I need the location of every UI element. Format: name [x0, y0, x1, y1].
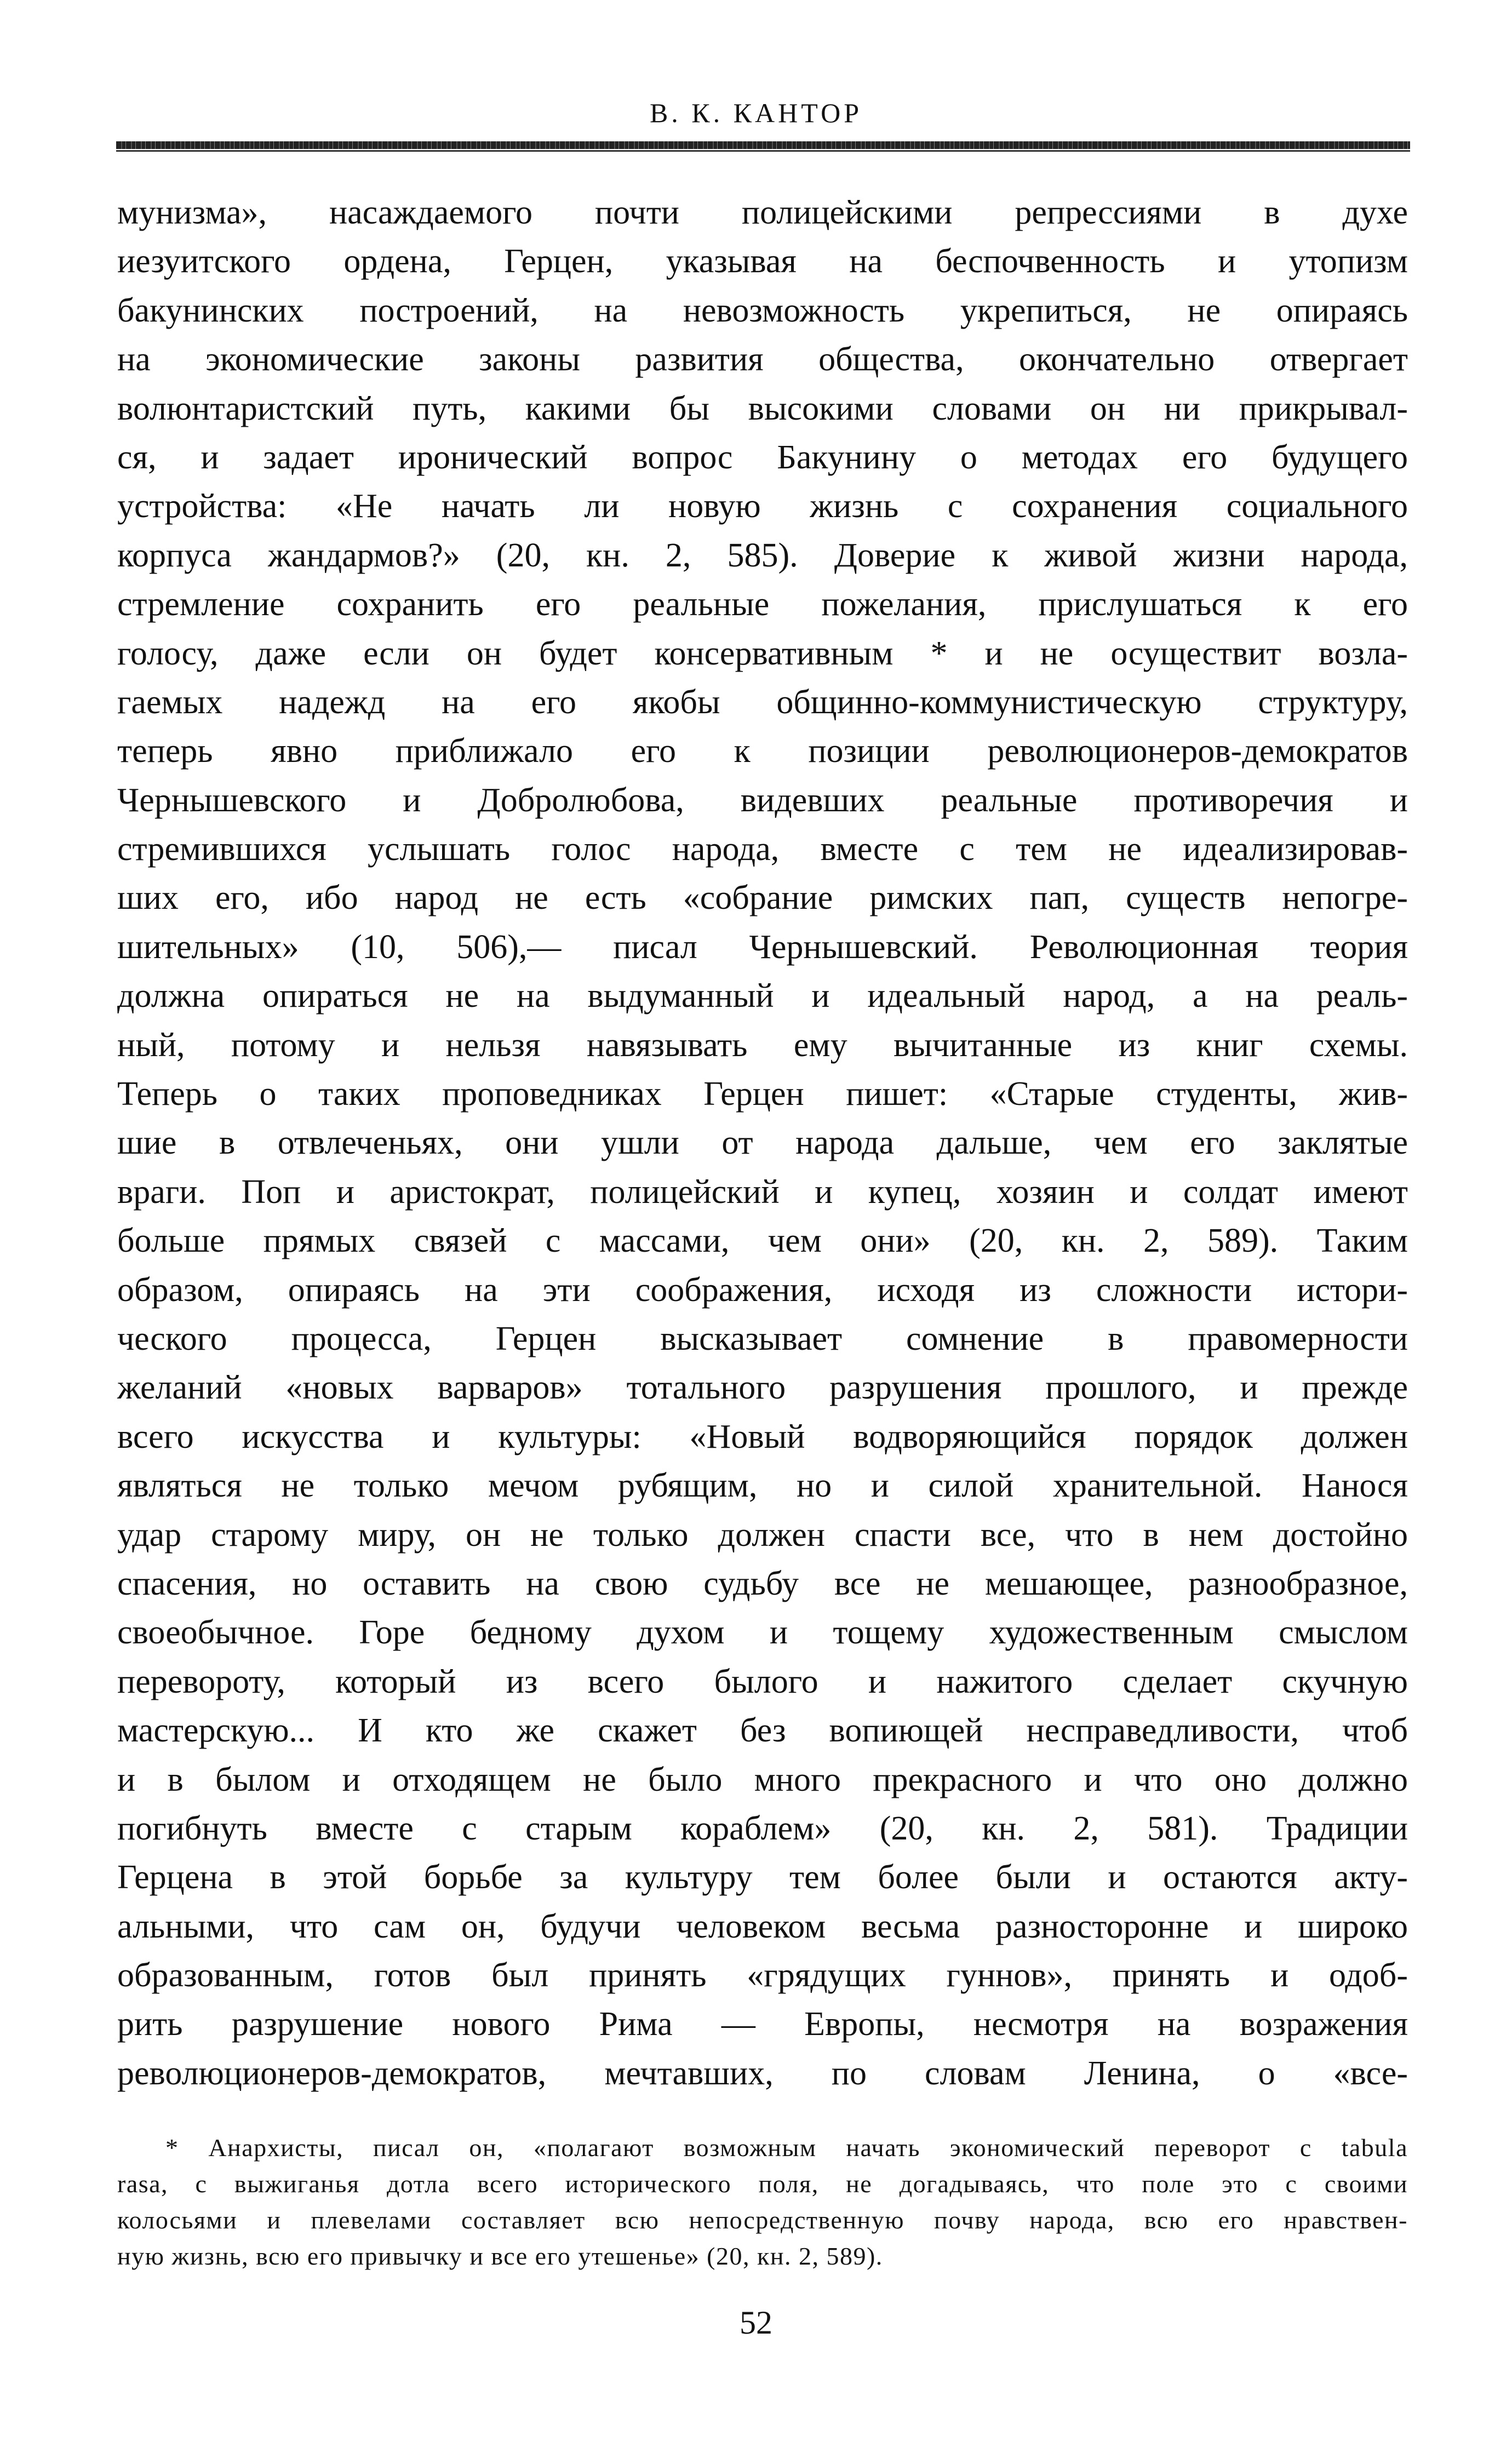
text-line: ших его, ибо народ не есть «собрание римских пап, существ непогре- — [117, 879, 1408, 917]
text-line: мастерскую... И кто же скажет без вопиющей несправедливости, чтоб — [117, 1712, 1408, 1750]
text-line: Теперь о таких проповедниках Герцен пишет: «Старые студенты, жив- — [117, 1075, 1408, 1113]
text-line: голосу, даже если он будет консервативным * и не осуществит возла- — [117, 634, 1408, 672]
text-line: устройства: «Не начать ли новую жизнь с сохранения социального — [117, 488, 1408, 525]
text-line: шительных» (10, 506),— писал Чернышевский. Революционная теория — [117, 928, 1408, 966]
text-line: перевороту, который из всего былого и нажитого сделает скучную — [117, 1663, 1408, 1700]
text-line: рить разрушение нового Рима — Европы, несмотря на возражения — [117, 2005, 1408, 2043]
text-line: своеобычное. Горе бедному духом и тощему художественным смыслом — [117, 1614, 1408, 1652]
text-line: на экономические законы развития общества, окончательно отвергает — [117, 341, 1408, 379]
text-line: больше прямых связей с массами, чем они» (20, кн. 2, 589). Таким — [117, 1222, 1408, 1260]
text-line: альными, что сам он, будучи человеком весьма разносторонне и широко — [117, 1907, 1408, 1945]
text-line: стремившихся услышать голос народа, вместе с тем не идеализировав- — [117, 830, 1408, 868]
footnote-line: rasa, с выжиганья дотла всего исторического поля, не догадываясь, что поле это с своими — [117, 2170, 1408, 2198]
text-line: спасения, но оставить на свою судьбу все не мешающее, разнообразное, — [117, 1564, 1408, 1602]
text-line: должна опираться не на выдуманный и идеальный народ, а на реаль- — [117, 977, 1408, 1015]
text-line: ческого процесса, Герцен высказывает сомнение в правомерности — [117, 1320, 1408, 1357]
page-number: 52 — [740, 2305, 772, 2341]
text-line: образованным, готов был принять «грядущих гуннов», принять и одоб- — [117, 1957, 1408, 1995]
text-line: корпуса жандармов?» (20, кн. 2, 585). Доверие к живой жизни народа, — [117, 536, 1408, 574]
text-line: шие в отвлеченьях, они ушли от народа дальше, чем его заклятые — [117, 1124, 1408, 1162]
text-line: ся, и задает иронический вопрос Бакунину о методах его будущего — [117, 438, 1408, 476]
text-line: являться не только мечом рубящим, но и силой хранительной. Нанося — [117, 1467, 1408, 1505]
header-rule — [116, 141, 1410, 149]
text-line: удар старому миру, он не только должен спасти все, что в нем достойно — [117, 1516, 1408, 1554]
main-text — [117, 188, 1408, 2098]
text-line: враги. Поп и аристократ, полицейский и купец, хозяин и солдат имеют — [117, 1173, 1408, 1211]
text-line: мунизма», насаждаемого почти полицейскими репрессиями в духе — [117, 194, 1408, 231]
text-line: Герцена в этой борьбе за культуру тем более были и остаются акту- — [117, 1859, 1408, 1896]
text-line: погибнуть вместе с старым кораблем» (20, кн. 2, 581). Традиции — [117, 1809, 1408, 1847]
text-line: и в былом и отходящем не было много прекрасного и что оно должно — [117, 1761, 1408, 1798]
text-line: иезуитского ордена, Герцен, указывая на беспочвенность и утопизм — [117, 243, 1408, 280]
text-line: гаемых надежд на его якобы общинно-коммунистическую структуру, — [117, 683, 1408, 721]
footnote-line: * Анархисты, писал он, «полагают возможным начать экономический переворот с tabula — [165, 2134, 1408, 2162]
footnote-line: колосьями и плевелами составляет всю непосредственную почву народа, всю его нравствен- — [117, 2206, 1408, 2234]
text-line: желаний «новых варваров» тотального разрушения прошлого, и прежде — [117, 1369, 1408, 1407]
text-line: образом, опираясь на эти соображения, исходя из сложности истори- — [117, 1271, 1408, 1309]
text-line: волюнтаристский путь, какими бы высокими словами он ни прикрывал- — [117, 389, 1408, 427]
running-header: В. К. КАНТОР — [649, 98, 863, 128]
text-line: ный, потому и нельзя навязывать ему вычитанные из книг схемы. — [117, 1026, 1408, 1064]
text-line: бакунинских построений, на невозможность укрепиться, не опираясь — [117, 291, 1408, 329]
footnote-line: ную жизнь, всю его привычку и все его утешенье» (20, кн. 2, 589). — [117, 2242, 883, 2270]
text-line: революционеров-демократов, мечтавших, по словам Ленина, о «все- — [117, 2054, 1408, 2092]
text-line: всего искусства и культуры: «Новый водворяющийся порядок должен — [117, 1418, 1408, 1455]
text-line: стремление сохранить его реальные пожелания, прислушаться к его — [117, 586, 1408, 623]
text-line: Чернышевского и Добролюбова, видевших реальные противоречия и — [117, 781, 1408, 819]
footnote — [117, 2130, 1408, 2274]
text-line: теперь явно приближало его к позиции революционеров-демократов — [117, 732, 1408, 770]
